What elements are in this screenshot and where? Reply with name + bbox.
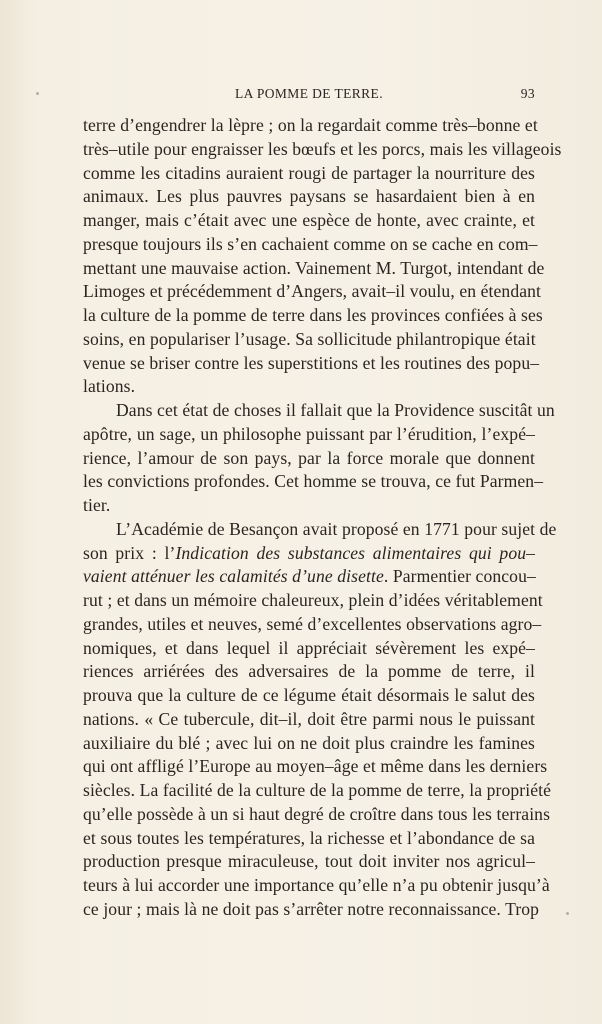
text-segment: les convictions profondes. Cet homme se trouva, ce fut Parmen– — [83, 471, 544, 492]
text-segment: ce jour ; mais là ne doit pas s’arrêter notre reconnaissance. Trop — [83, 898, 540, 919]
text-line — [83, 850, 535, 874]
text-segment: la culture de la pomme de terre dans les provinces confiées à ses — [83, 305, 543, 325]
text-line — [83, 233, 538, 257]
body-text — [83, 114, 562, 922]
text-segment: et sous toutes les températures, la richesse et l’abondance de sa — [83, 827, 535, 848]
text-segment: nomiques, et dans lequel il appréciait sévèrement les expé– — [83, 637, 535, 658]
page-number: 93 — [520, 86, 535, 101]
text-segment: mettant une mauvaise action. Vainement M. Turgot, intendant de — [83, 257, 545, 278]
text-line — [83, 637, 535, 661]
text-line — [83, 399, 555, 423]
text-segment: L’Académie de Besançon avait proposé en 1771 pour sujet de — [116, 518, 557, 539]
text-segment: siècles. La facilité de la culture de la pomme de terre, la propriété — [83, 780, 552, 800]
text-line — [83, 589, 543, 613]
text-line — [83, 138, 562, 162]
text-line — [83, 898, 540, 922]
running-header — [83, 86, 535, 108]
text-line — [83, 542, 535, 566]
text-line — [83, 494, 535, 518]
text-line — [83, 209, 535, 233]
text-line — [83, 874, 550, 898]
text-line — [83, 352, 540, 376]
text-segment: venue se briser contre les superstitions et les routines des popu– — [83, 352, 540, 373]
text-line — [83, 257, 545, 281]
text-line — [83, 518, 557, 542]
print-speck — [566, 912, 569, 915]
text-segment: Limoges et précédemment d’Angers, avait–il voulu, en étendant — [83, 281, 542, 302]
text-segment: animaux. Les plus pauvres paysans se hasardaient bien à en — [83, 186, 535, 207]
text-line — [83, 565, 535, 589]
text-segment: grandes, utiles et neuves, semé d’excellentes observations agro– — [83, 613, 542, 634]
text-segment: auxiliaire du blé ; avec lui on ne doit plus craindre les famines — [83, 732, 535, 753]
text-segment: qu’elle possède à un si haut degré de croître dans tous les terrains — [83, 803, 551, 824]
text-line — [83, 613, 542, 637]
text-segment: prouva que la culture de ce légume était désormais le salut des — [83, 685, 535, 705]
text-line — [83, 470, 544, 494]
text-segment: . Parmentier concou– — [383, 566, 536, 587]
text-segment: apôtre, un sage, un philosophe puissant par l’érudition, l’expé– — [83, 423, 535, 444]
text-line — [83, 304, 543, 328]
italic-text: Indication des substances alimentaires qui pou– — [175, 542, 536, 563]
print-speck — [36, 92, 39, 95]
text-segment: tier. — [83, 495, 111, 515]
text-line — [83, 423, 535, 447]
text-segment: presque toujours ils s’en cachaient comme on se cache en com– — [83, 233, 538, 254]
text-segment: rut ; et dans un mémoire chaleureux, plein d’idées véritablement — [83, 590, 543, 610]
text-line — [83, 185, 535, 209]
italic-text: vaient atténuer les calamités d’une disette — [83, 566, 384, 587]
text-segment: Dans cet état de choses il fallait que la Providence suscitât un — [116, 400, 555, 420]
text-segment: production presque miraculeuse, tout doit inviter nos agricul– — [83, 851, 535, 872]
text-segment: lations. — [83, 376, 136, 397]
text-segment: rience, l’amour de son pays, par la force morale que donnent — [83, 447, 535, 468]
text-segment: son prix : l’ — [83, 542, 176, 563]
text-segment: nations. « Ce tubercule, dit–il, doit être parmi nous le puissant — [83, 708, 535, 729]
text-line — [83, 660, 535, 684]
text-segment: manger, mais c’était avec une espèce de honte, avec crainte, et — [83, 210, 535, 230]
text-line — [83, 779, 552, 803]
text-line — [83, 827, 535, 851]
running-title: LA POMME DE TERRE. — [235, 86, 383, 101]
text-line — [83, 684, 535, 708]
text-segment: terre d’engendrer la lèpre ; on la regardait comme très–bonne et — [83, 115, 538, 135]
text-line — [83, 162, 535, 186]
text-segment: très–utile pour engraisser les bœufs et les porcs, mais les villageois — [83, 138, 562, 159]
text-line — [83, 755, 548, 779]
text-line — [83, 803, 551, 827]
text-segment: soins, en populariser l’usage. Sa sollicitude philantropique était — [83, 328, 536, 349]
text-line — [83, 732, 535, 756]
text-line — [83, 708, 535, 732]
text-line — [83, 280, 542, 304]
text-line — [83, 375, 535, 399]
text-line — [83, 447, 535, 471]
text-segment: teurs à lui accorder une importance qu’elle n’a pu obtenir jusqu’à — [83, 875, 550, 895]
text-line — [83, 114, 538, 138]
text-segment: qui ont affligé l’Europe au moyen–âge et même dans les derniers — [83, 756, 548, 777]
text-line — [83, 328, 535, 352]
text-segment: riences arriérées des adversaires de la pomme de terre, il — [83, 661, 535, 682]
text-segment: comme les citadins auraient rougi de partager la nourriture des — [83, 162, 535, 183]
